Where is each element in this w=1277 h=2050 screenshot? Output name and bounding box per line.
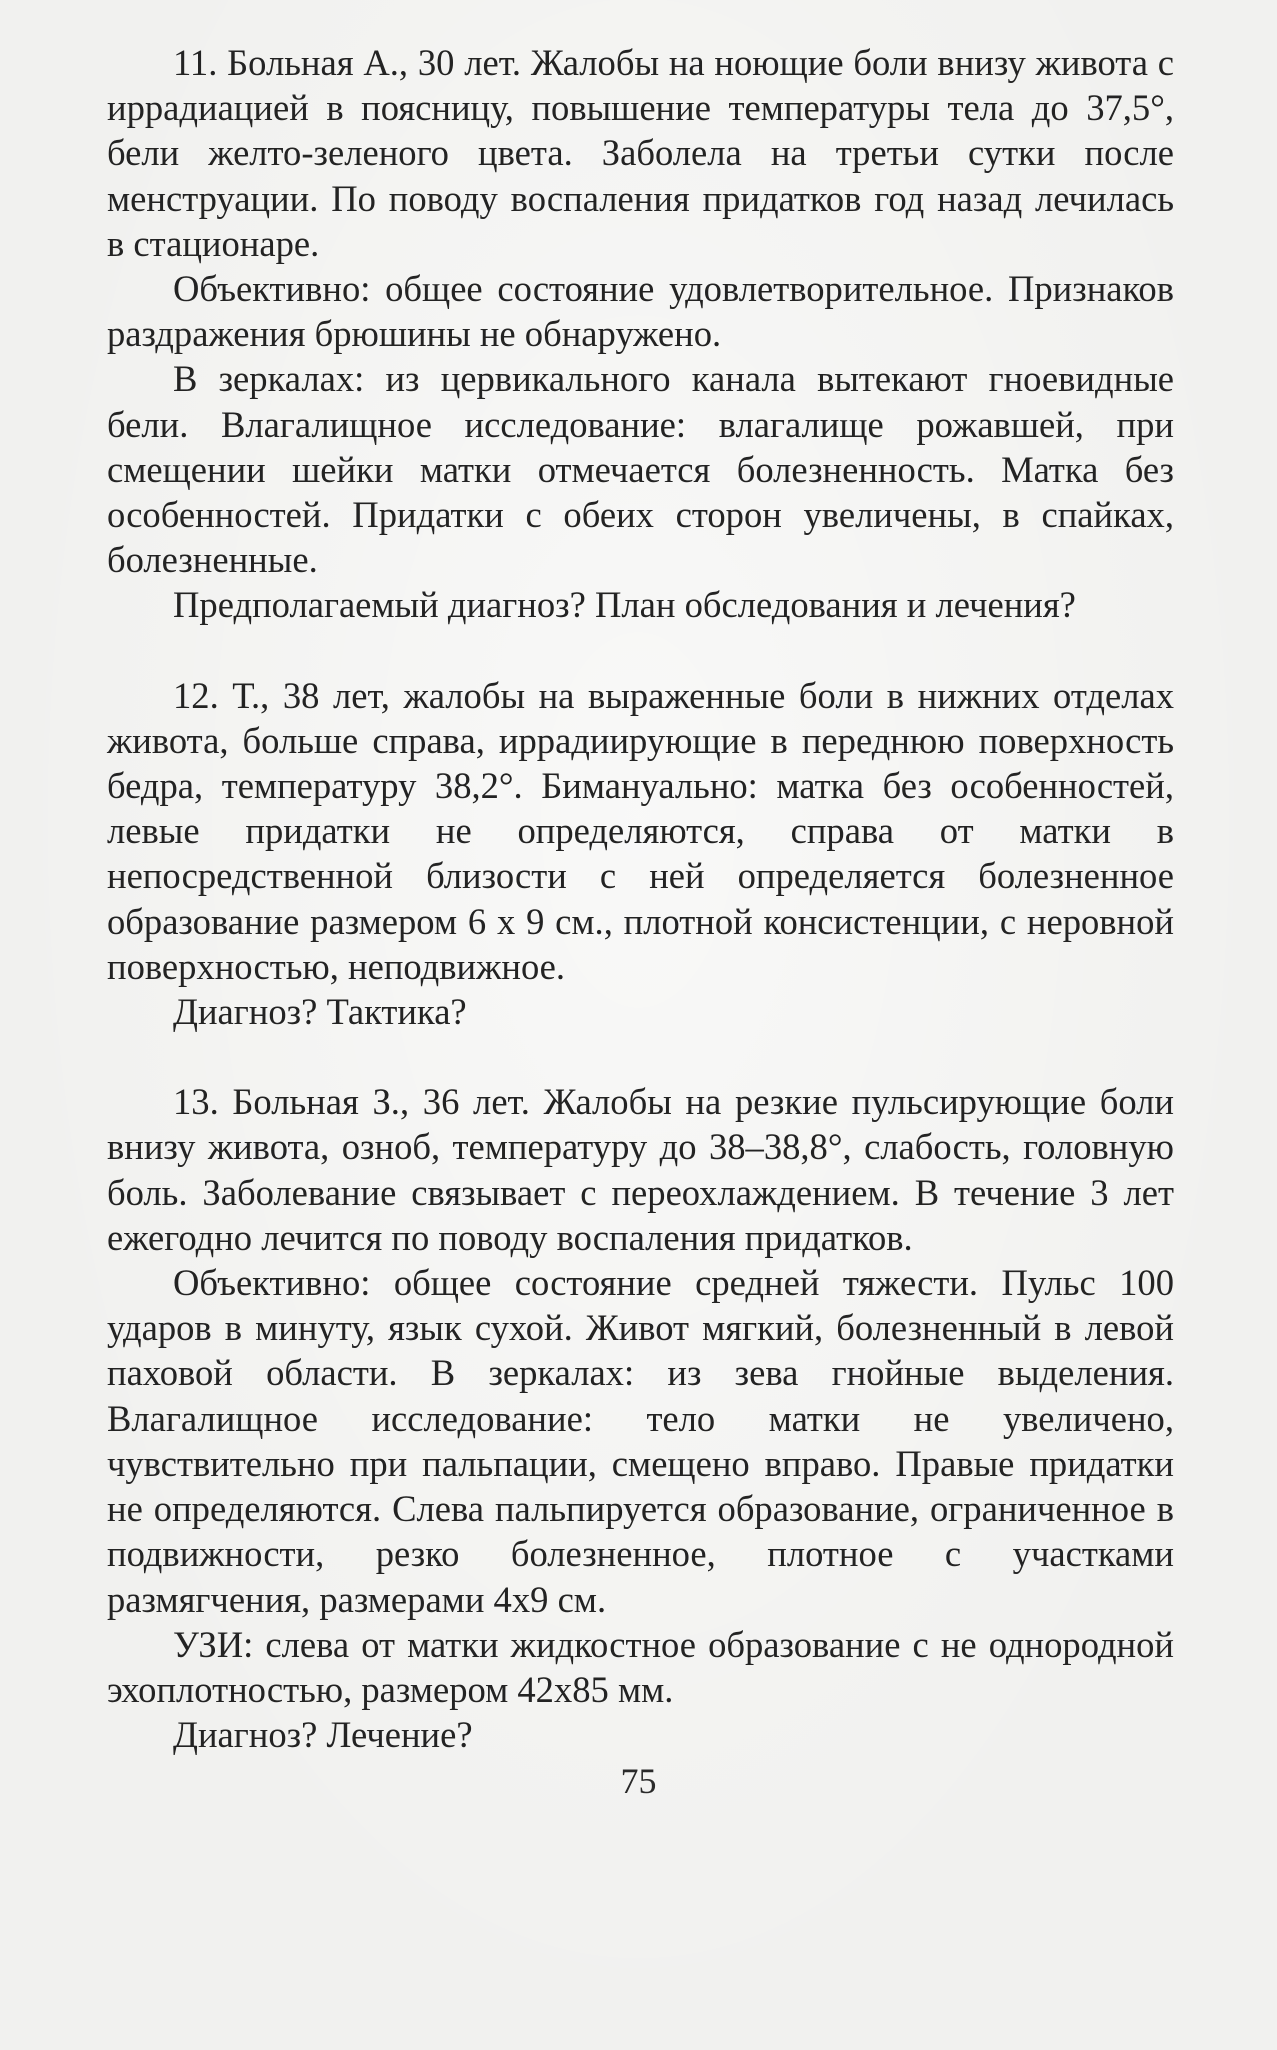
problem-11-statement: 11. Больная А., 30 лет. Жалобы на ноющие боли внизу живота с иррадиацией в поясницу, повышение температуры тела до 37,5°, бели желто-зеленого цвета. Заболела на третьи сутки после менструации. По поводу воспаления придатков год назад лечилась в стационаре. bbox=[107, 42, 1174, 264]
problem-13-objective: Объективно: общее состояние средней тяжести. Пульс 100 ударов в минуту, язык сухой. Живот мягкий, болезненный в левой паховой области. В зеркалах: из зева гнойные выделения. Влагалищное исследование: тело матки не увеличено, чувствительно при пальпации, смещено вправо. Правые придатки не определяются. Слева пальпируется образование, ограниченное в подвижности, резко болезненное, плотное с участками размягчения, размерами 4х9 см. bbox=[107, 1262, 1174, 1620]
page-number: 75 bbox=[620, 1761, 657, 1801]
problem-12-statement: 12. Т., 38 лет, жалобы на выраженные боли в нижних отделах живота, больше справа, иррадиирующие в переднюю поверхность бедра, температуру 38,2°. Бимануально: матка без особенностей, левые придатки не определяются, справа от матки в непосредственной близости с ней определяется болезненное образование размером 6 х 9 см., плотной консистенции, с неровной поверхностью, неподвижное. bbox=[107, 674, 1174, 987]
problem-11 bbox=[107, 40, 1174, 628]
problem-13-ultrasound: УЗИ: слева от матки жидкостное образование с не однородной эхоплотностью, размером 42х85 мм. bbox=[107, 1623, 1174, 1710]
page-body bbox=[107, 40, 1174, 1757]
problem-separator bbox=[107, 1034, 1174, 1079]
problem-separator bbox=[107, 628, 1174, 673]
problem-13-question: Диагноз? Лечение? bbox=[173, 1714, 473, 1756]
problem-13 bbox=[107, 1079, 1174, 1757]
problem-12-question: Диагноз? Тактика? bbox=[173, 991, 467, 1033]
problem-11-question: Предполагаемый диагноз? План обследования и лечения? bbox=[173, 584, 1076, 626]
problem-11-objective: Объективно: общее состояние удовлетворительное. Признаков раздражения брюшины не обнаружено. bbox=[107, 268, 1174, 355]
problem-11-exam: В зеркалах: из цервикального канала вытекают гноевидные бели. Влагалищное исследование: влагалище рожавшей, при смещении шейки матки отмечается болезненность. Матка без особенностей. Придатки с обеих сторон увеличены, в спайках, болезненные. bbox=[107, 358, 1174, 581]
problem-12 bbox=[107, 673, 1174, 1035]
problem-13-statement: 13. Больная З., 36 лет. Жалобы на резкие пульсирующие боли внизу живота, озноб, температуру до 38–38,8°, слабость, головную боль. Заболевание связывает с переохлаждением. В течение 3 лет ежегодно лечится по поводу воспаления придатков. bbox=[107, 1081, 1174, 1258]
